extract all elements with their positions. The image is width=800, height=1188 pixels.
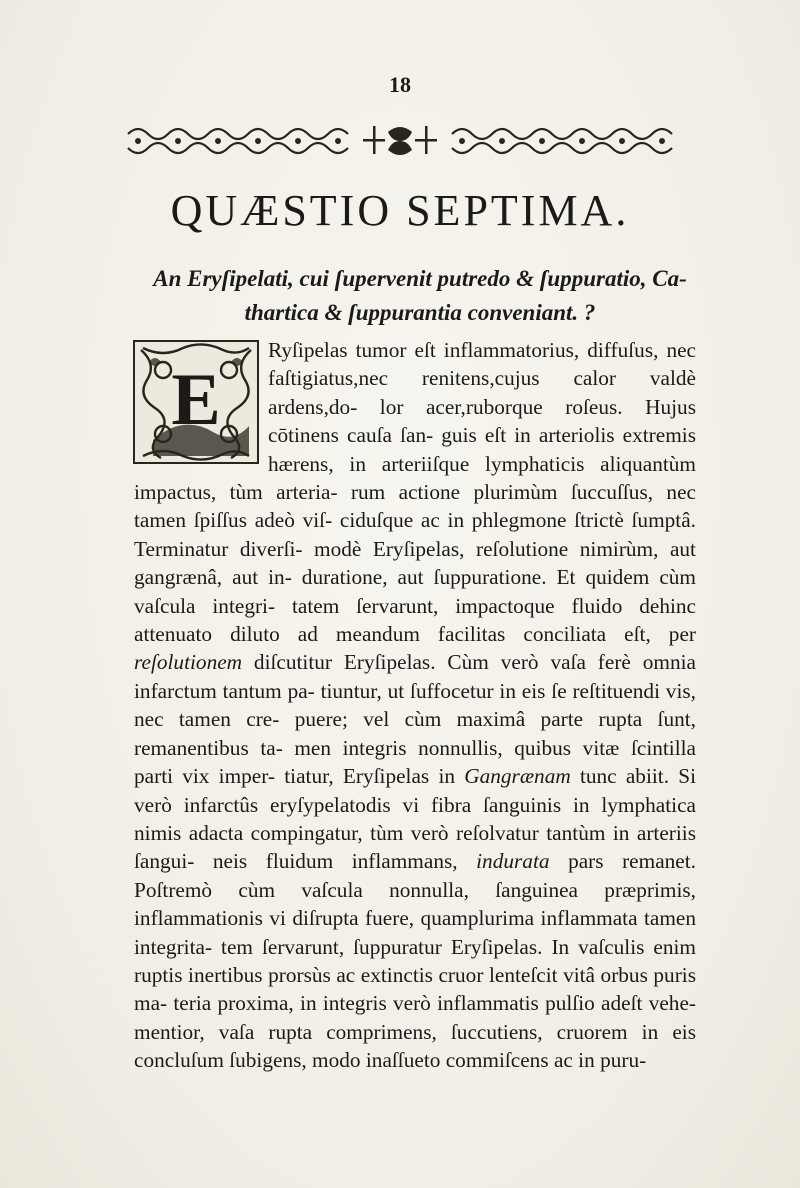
italic-term: indurata bbox=[476, 849, 550, 874]
chapter-title: QUÆSTIO SEPTIMA. bbox=[170, 186, 630, 235]
paragraph-run: diſcutitur Eryſipelas. Cùm verò vaſa ferè omnia infarctum tantum pa- tiuntur, ut ſuffocetur in eis ſe reſtituendi vis, nec tamen cre- puere; vel cùm maximâ parte rupta ſunt, remanentibus ta- men integris nonnullis, quibus vitæ ſcintilla parti vix imper- tiatur, Eryſipelas in bbox=[134, 650, 696, 789]
paragraph-run: reſolutione bbox=[476, 536, 569, 561]
italic-term: reſolutionem bbox=[134, 650, 243, 675]
initial-letter: E bbox=[171, 359, 221, 441]
italic-term: Gangrænam bbox=[464, 764, 571, 789]
paragraph-run: Ryſipelas tumor eſt inflammatorius, diffuſus, nec faſtigiatus,nec renitens,cujus calor valdè ardens,do- lor acer,ruborque roſeus. Hujus cōtinens cauſa ſan- guis eſt in arteriolis extremis hærens, in arteriiſque lymphaticis aliquantùm impactus, tùm arteria- rum actione plurimùm ſuccuſſus, nec tamen ſpiſſus adeò viſ- ciduſque ac in phlegmone ſtrictè ſumptâ. Terminatur diverſi- modè Eryſipelas, bbox=[134, 338, 696, 561]
question-subtitle: An Eryſipelati, cui ſupervenit putredo & ſuppuratio, Ca- thartica & ſuppurantia conveniant. ? bbox=[153, 266, 687, 325]
page-number: 18 bbox=[389, 72, 411, 97]
paragraph-run: nimirùm, aut gangrænâ, aut in- duratione, aut ſuppuratione. Et quidem cùm vaſcula integri- tatem ſervarunt, impactoque fluido dehinc attenuato diluto ad meandum facilitas conciliata eſt, per bbox=[134, 536, 696, 647]
paragraph-run: tunc abiit. Si verò infarctûs eryſypelatodis vi fibra ſanguinis in lymphatica nimis adacta compingatur, tùm verò reſolvatur tantùm in arteriis ſangui- neis fluidum inflammans, bbox=[134, 764, 696, 874]
paragraph-run: pars remanet. Poſtremò cùm vaſcula nonnulla, ſanguinea præprimis, inflammationis vi diſrupta fuere, quamplurima inflammata tamen integrita- tem ſervarunt, ſuppuratur Eryſipelas. In vaſculis enim ruptis inertibus prorsùs ac extinctis cruor lenteſcit vitâ orbus puris ma- teria proxima, in integris verò inflammatis pulſio adeſt vehe- mentior, vaſa rupta comprimens, ſuccutiens, cruorem in eis concluſum ſubigens, modo inaſſueto commiſcens ac in puru- bbox=[134, 849, 696, 1073]
initial-letter-space bbox=[134, 336, 268, 478]
main-paragraph bbox=[134, 336, 696, 1075]
printers-ornament-band bbox=[120, 120, 680, 160]
